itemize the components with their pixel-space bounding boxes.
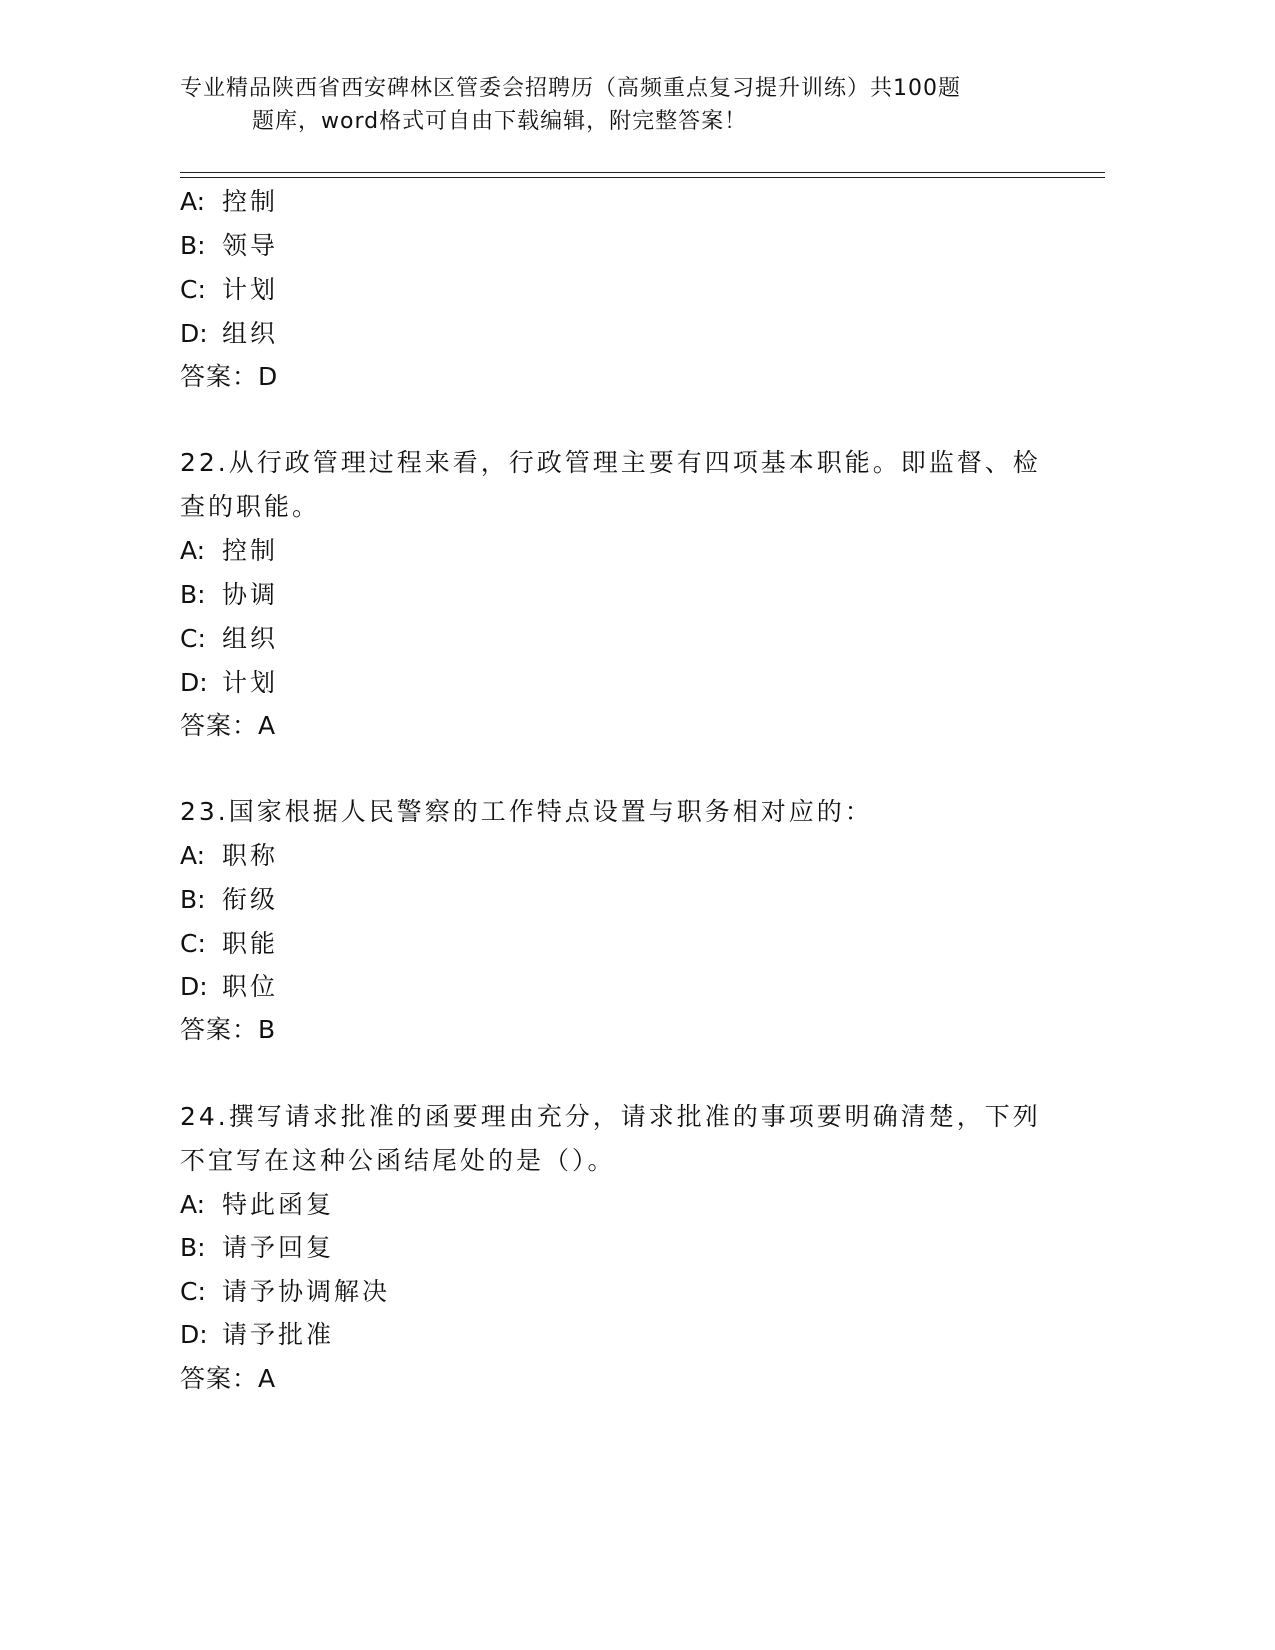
option-d — [180, 312, 278, 356]
option-text: 组织 — [222, 624, 279, 653]
answer-line: 答案：A — [180, 1364, 277, 1393]
option-text: 职位 — [222, 972, 279, 1001]
option-c — [180, 617, 278, 661]
option-letter: A: — [180, 1190, 206, 1219]
option-c — [180, 268, 278, 312]
option-b — [180, 1226, 334, 1270]
question-22-line2: 查的职能。 — [180, 492, 321, 521]
header-title-line1: 专业精品陕西省西安碑林区管委会招聘历（高频重点复习提升训练）共100题 — [180, 76, 961, 101]
option-text: 领导 — [222, 231, 279, 260]
header-divider-bottom — [180, 177, 1105, 178]
option-b — [180, 573, 278, 617]
option-text: 计划 — [222, 275, 279, 304]
question-22-line1: 22.从行政管理过程来看，行政管理主要有四项基本职能。即监督、检 — [180, 448, 1041, 477]
option-d — [180, 965, 278, 1009]
option-letter: D: — [180, 1320, 208, 1349]
option-b — [180, 224, 278, 268]
option-a — [180, 180, 278, 224]
option-letter: D: — [180, 319, 208, 348]
option-letter: D: — [180, 668, 208, 697]
option-text: 组织 — [222, 319, 279, 348]
option-d — [180, 661, 278, 705]
option-letter: A: — [180, 187, 206, 216]
option-text: 请予批准 — [222, 1320, 335, 1349]
option-letter: C: — [180, 275, 206, 304]
option-letter: A: — [180, 841, 206, 870]
answer-line: 答案：A — [180, 711, 277, 740]
option-letter: B: — [180, 580, 206, 609]
option-c — [180, 1270, 390, 1314]
option-c — [180, 922, 278, 966]
header-title-line2: 题库，word格式可自由下载编辑，附完整答案！ — [252, 109, 748, 134]
option-text: 控制 — [222, 187, 279, 216]
option-text: 协调 — [222, 580, 279, 609]
option-letter: B: — [180, 885, 206, 914]
question-23-line1: 23.国家根据人民警察的工作特点设置与职务相对应的： — [180, 797, 873, 826]
option-a — [180, 1183, 334, 1227]
option-text: 计划 — [222, 668, 279, 697]
option-a — [180, 529, 278, 573]
question-24-line1: 24.撰写请求批准的函要理由充分，请求批准的事项要明确清楚，下列 — [180, 1102, 1041, 1131]
header-divider-top — [180, 172, 1105, 173]
option-letter: A: — [180, 536, 206, 565]
option-letter: B: — [180, 231, 206, 260]
option-d — [180, 1313, 334, 1357]
option-letter: C: — [180, 929, 206, 958]
option-letter: D: — [180, 972, 208, 1001]
option-text: 职能 — [222, 929, 279, 958]
option-letter: C: — [180, 624, 206, 653]
option-a — [180, 834, 278, 878]
option-letter: B: — [180, 1233, 206, 1262]
answer-line: 答案：D — [180, 362, 279, 391]
option-text: 请予回复 — [222, 1233, 335, 1262]
question-24-line2: 不宜写在这种公函结尾处的是（）。 — [180, 1146, 616, 1175]
answer-line: 答案：B — [180, 1015, 277, 1044]
document-header — [180, 72, 1080, 138]
option-b — [180, 878, 278, 922]
option-text: 特此函复 — [222, 1190, 335, 1219]
option-text: 请予协调解决 — [222, 1277, 391, 1306]
option-text: 职称 — [222, 841, 279, 870]
option-text: 衔级 — [222, 885, 279, 914]
option-text: 控制 — [222, 536, 279, 565]
option-letter: C: — [180, 1277, 206, 1306]
